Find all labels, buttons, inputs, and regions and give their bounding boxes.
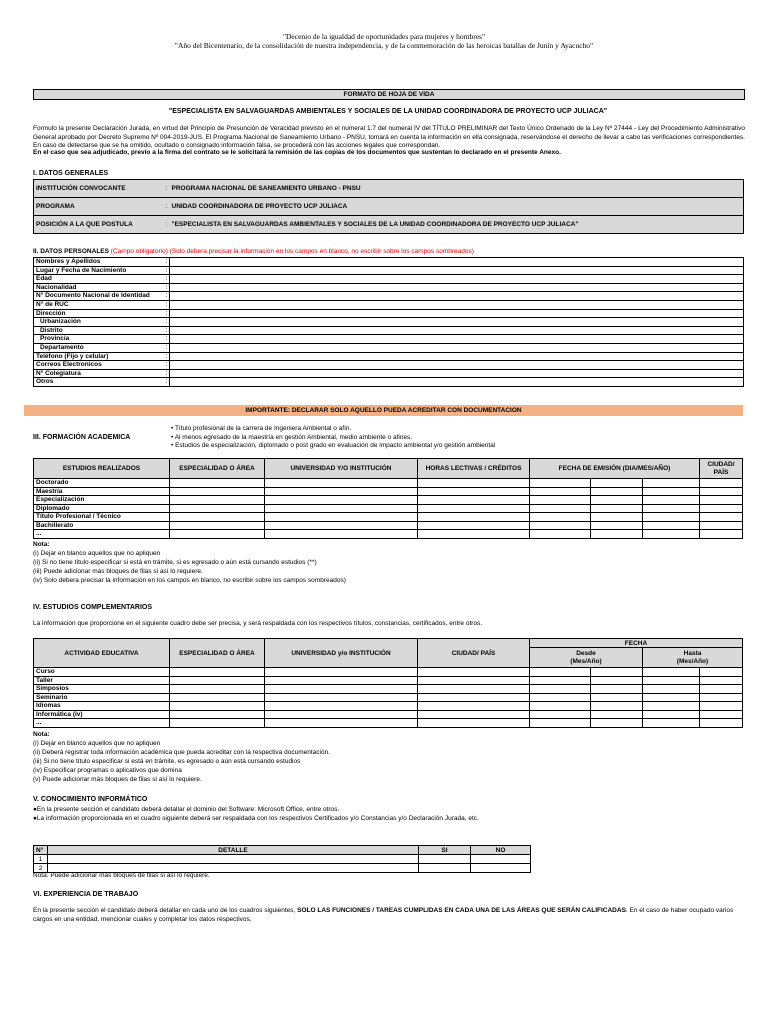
entry-cell[interactable] xyxy=(530,487,591,496)
table-row xyxy=(34,702,743,711)
formacion-header-row xyxy=(34,459,743,479)
formacion-table xyxy=(33,458,743,539)
entry-cell[interactable] xyxy=(170,487,265,496)
dp-label: N° Documento Nacional de Identidad xyxy=(34,292,164,301)
entry-cell[interactable] xyxy=(418,702,530,711)
entry-cell[interactable] xyxy=(418,521,530,530)
row-label: Especialización xyxy=(34,496,170,505)
entry-cell[interactable] xyxy=(700,668,743,677)
note-line: (ii) Si no tiene título especificar si está en trámite, si es egresado o aún está cursando estudios (**) xyxy=(33,559,317,566)
table-row xyxy=(34,487,743,496)
dg-label: PROGRAMA xyxy=(34,198,164,216)
entry-cell[interactable] xyxy=(591,504,643,513)
entry-cell[interactable] xyxy=(265,676,418,685)
dp-colon: : xyxy=(164,352,170,361)
row-label: Diplomado xyxy=(34,504,170,513)
row-label: Maestría xyxy=(34,487,170,496)
entry-cell[interactable] xyxy=(170,513,265,522)
entry-cell[interactable] xyxy=(591,530,643,539)
formacion-bullet: • Al menos egresado de la maestría en gestión Ambiental, medio ambiente o afines. xyxy=(171,433,413,441)
entry-cell[interactable] xyxy=(643,530,700,539)
datos-generales-row xyxy=(34,216,744,234)
dp-colon: : xyxy=(164,258,170,267)
dp-colon: : xyxy=(164,318,170,327)
entry-cell[interactable] xyxy=(643,513,700,522)
informatico-heading: V. CONOCIMIENTO INFORMÁTICO xyxy=(33,796,148,803)
entry-cell[interactable] xyxy=(643,521,700,530)
datos-personales-table xyxy=(33,257,744,387)
entry-cell[interactable] xyxy=(530,521,591,530)
entry-cell[interactable] xyxy=(700,693,743,702)
entry-cell[interactable] xyxy=(170,685,265,694)
table-row xyxy=(34,496,743,505)
entry-cell[interactable] xyxy=(265,702,418,711)
entry-cell[interactable] xyxy=(530,513,591,522)
desde-label: Desde xyxy=(576,649,596,657)
row-num: 2 xyxy=(34,864,48,873)
dp-value-field[interactable] xyxy=(170,369,744,378)
dg-colon: : xyxy=(164,216,170,234)
dp-label: Distrito xyxy=(34,326,164,335)
datos-personales-note: (Campo obligatorio) (Solo debera precisar la información en los campos en blanco, no escribir sobre los campos sombreados) xyxy=(110,248,474,255)
entry-cell[interactable] xyxy=(700,479,743,488)
entry-cell[interactable] xyxy=(530,479,591,488)
entry-cell[interactable] xyxy=(418,676,530,685)
dg-value: UNIDAD COORDINADORA DE PROYECTO UCP JULIACA xyxy=(170,198,744,216)
entry-cell[interactable] xyxy=(530,693,591,702)
table-row xyxy=(34,710,743,719)
table-row xyxy=(34,676,743,685)
note-line: (iii) Si no tiene título especificar si está en trámite, es egresado o aún está cursando estudios xyxy=(33,758,301,765)
entry-cell[interactable] xyxy=(418,710,530,719)
datos-personales-heading-line xyxy=(33,248,745,255)
entry-cell[interactable] xyxy=(591,668,643,677)
entry-cell[interactable] xyxy=(591,479,643,488)
row-label: Simposios xyxy=(34,685,170,694)
datos-personales-row xyxy=(34,292,744,301)
dp-label: Edad xyxy=(34,275,164,284)
intro-bold-text: En el caso que sea adjudicado, previo a la firma del contrato se le solicitará la remisión de las copias de los documentos que sustentan lo declarado en el presente Anexo. xyxy=(33,149,561,156)
entry-cell[interactable] xyxy=(418,496,530,505)
datos-generales-row xyxy=(34,198,744,216)
datos-personales-row xyxy=(34,361,744,370)
col-hasta xyxy=(643,648,743,668)
entry-cell[interactable] xyxy=(643,496,700,505)
col-ciudad: CIUDAD/ PAÍS xyxy=(700,459,743,479)
intro-text: Formulo la presente Declaración Jurada, en virtud del Principio de Presunción de Veracidad previsto en el numeral 1.7 del numeral IV del TÍTULO PRELIMINAR del Texto Único Ordenado de la Ley Nº 27444 - Ley del Procedimiento Administrativo General aprobado por Decreto Supremo Nº 004-2019-JUS. El Programa Nacional de Saneamiento Urbano - PNSU, tomará en cuenta la información en ella consignada, reservándose el derecho de llevar a cabo las verificaciones correspondientes. En caso de detectarse que se ha omitido, ocultado o consignado información falsa, se procederá con las acciones legales que correspondan. xyxy=(33,125,745,149)
entry-cell[interactable] xyxy=(170,479,265,488)
entry-cell[interactable] xyxy=(418,668,530,677)
dp-label: Otros xyxy=(34,378,164,387)
entry-cell[interactable] xyxy=(418,685,530,694)
entry-cell[interactable] xyxy=(418,719,530,728)
col-actividad: ACTIVIDAD EDUCATIVA xyxy=(34,639,170,668)
entry-cell[interactable] xyxy=(530,685,591,694)
dp-label: Provincia xyxy=(34,335,164,344)
dg-value: PROGRAMA NACIONAL DE SANEAMIENTO URBANO - PNSU xyxy=(170,180,744,198)
col-especialidad: ESPECIALIDAD O ÁREA xyxy=(170,459,265,479)
dp-colon: : xyxy=(164,335,170,344)
table-row xyxy=(34,685,743,694)
hasta-format: (Mes/Año) xyxy=(676,657,709,665)
dg-label: INSTITUCIÓN CONVOCANTE xyxy=(34,180,164,198)
formacion-bullets xyxy=(171,425,731,451)
entry-cell[interactable] xyxy=(700,530,743,539)
formacion-notes xyxy=(33,540,745,585)
entry-cell[interactable] xyxy=(530,530,591,539)
dp-value-field[interactable] xyxy=(170,335,744,344)
important-banner: IMPORTANTE: DECLARAR SOLO AQUELLO PUEDA ACREDITAR CON DOCUMENTACION xyxy=(24,405,743,416)
no-cell[interactable] xyxy=(471,864,531,873)
entry-cell[interactable] xyxy=(265,668,418,677)
dp-value-field[interactable] xyxy=(170,292,744,301)
dp-value-field[interactable] xyxy=(170,275,744,284)
dp-value-field[interactable] xyxy=(170,318,744,327)
entry-cell[interactable] xyxy=(591,685,643,694)
entry-cell[interactable] xyxy=(265,479,418,488)
form-title: FORMATO DE HOJA DE VIDA xyxy=(33,89,745,100)
col-universidad: UNIVERSIDAD y/o INSTITUCIÓN xyxy=(265,639,418,668)
entry-cell[interactable] xyxy=(643,693,700,702)
experiencia-text-b: . En el caso de haber ocupado varios cargos en una entidad, mencionar cuales y completar los datos respectivos. xyxy=(33,907,734,923)
entry-cell[interactable] xyxy=(265,530,418,539)
table-row xyxy=(34,479,743,488)
entry-cell[interactable] xyxy=(643,487,700,496)
entry-cell[interactable] xyxy=(700,496,743,505)
experiencia-text-bold: SOLO LAS FUNCIONES / TAREAS CUMPLIDAS EN CADA UNA DE LAS ÁREAS QUE SERÁN CALIFICADAS xyxy=(297,907,626,914)
col-horas: HORAS LECTIVAS / CRÉDITOS xyxy=(418,459,530,479)
entry-cell[interactable] xyxy=(265,693,418,702)
col-ciudad: CIUDAD/ PAÍS xyxy=(418,639,530,668)
col-universidad: UNIVERSIDAD Y/O INSTITUCIÓN xyxy=(265,459,418,479)
entry-cell[interactable] xyxy=(170,702,265,711)
datos-generales-table xyxy=(33,179,744,234)
col-num: N° xyxy=(34,846,48,855)
dp-label: Nombres y Apellidos xyxy=(34,258,164,267)
formacion-bullet: • Título profesional de la carrera de Ingeniera Ambiental o afín. xyxy=(171,425,352,432)
entry-cell[interactable] xyxy=(265,513,418,522)
informatico-line: ●La información proporcionada en el cuadro siguiente deberá ser respaldada con los respectivos Certificados y/o Constancias y/o Declaración Jurada, etc. xyxy=(33,815,479,822)
informatico-line: ●En la presente sección el candidato deberá detallar el dominio del Software: Microsoft Office, entre otros. xyxy=(33,806,340,813)
entry-cell[interactable] xyxy=(700,513,743,522)
dp-value-field[interactable] xyxy=(170,266,744,275)
entry-cell[interactable] xyxy=(265,719,418,728)
entry-cell[interactable] xyxy=(418,504,530,513)
form-subtitle: "ESPECIALISTA EN SALVAGUARDAS AMBIENTALES Y SOCIALES DE LA UNIDAD COORDINADORA DE PROYECTO UCP JULIACA" xyxy=(168,108,608,115)
datos-personales-row xyxy=(34,266,744,275)
dp-value-field[interactable] xyxy=(170,283,744,292)
formacion-heading: III. FORMACIÓN ACADEMICA xyxy=(33,434,131,441)
col-no: NO xyxy=(471,846,531,855)
dp-colon: : xyxy=(164,309,170,318)
entry-cell[interactable] xyxy=(530,496,591,505)
entry-cell[interactable] xyxy=(700,719,743,728)
row-label: ... xyxy=(34,530,170,539)
entry-cell[interactable] xyxy=(170,710,265,719)
notes-title: Nota: xyxy=(33,731,50,738)
entry-cell[interactable] xyxy=(170,719,265,728)
formacion-bullet: • Estudios de especialización, diplomado o post grado en evaluación de impacto ambiental y/o gestión ambiental xyxy=(171,442,496,449)
detalle-cell[interactable] xyxy=(48,855,419,864)
complementarios-table xyxy=(33,638,743,728)
entry-cell[interactable] xyxy=(530,702,591,711)
complementarios-heading: IV. ESTUDIOS COMPLEMENTARIOS xyxy=(33,604,153,611)
entry-cell[interactable] xyxy=(530,676,591,685)
dp-label: Correos Electronicos xyxy=(34,361,164,370)
row-label: Título Profesional / Técnico xyxy=(34,513,170,522)
dp-value-field[interactable] xyxy=(170,361,744,370)
entry-cell[interactable] xyxy=(700,676,743,685)
datos-personales-row xyxy=(34,378,744,387)
datos-personales-row xyxy=(34,275,744,284)
note-line: (ii) Deberá registrar toda información académica que pueda acreditar con la respectiva documentación. xyxy=(33,749,330,756)
entry-cell[interactable] xyxy=(265,521,418,530)
entry-cell[interactable] xyxy=(530,719,591,728)
informatico-header-row xyxy=(34,846,531,855)
entry-cell[interactable] xyxy=(418,693,530,702)
dp-label: N° de RUC xyxy=(34,300,164,309)
entry-cell[interactable] xyxy=(170,693,265,702)
col-especialidad: ESPECIALIDAD O ÁREA xyxy=(170,639,265,668)
entry-cell[interactable] xyxy=(170,504,265,513)
datos-personales-row xyxy=(34,258,744,267)
col-si: SI xyxy=(419,846,471,855)
datos-personales-row xyxy=(34,318,744,327)
datos-personales-row xyxy=(34,343,744,352)
dp-value-field[interactable] xyxy=(170,309,744,318)
entry-cell[interactable] xyxy=(418,513,530,522)
dp-colon: : xyxy=(164,300,170,309)
entry-cell[interactable] xyxy=(591,496,643,505)
note-line: (iii) Puede adicionar más bloques de filas si así lo requiere. xyxy=(33,568,203,575)
experiencia-heading: VI. EXPERIENCIA DE TRABAJO xyxy=(33,891,139,898)
si-cell[interactable] xyxy=(419,855,471,864)
entry-cell[interactable] xyxy=(418,530,530,539)
entry-cell[interactable] xyxy=(170,676,265,685)
entry-cell[interactable] xyxy=(700,702,743,711)
entry-cell[interactable] xyxy=(265,487,418,496)
entry-cell[interactable] xyxy=(170,496,265,505)
row-label: Taller xyxy=(34,676,170,685)
dp-label: Urbanización xyxy=(34,318,164,327)
entry-cell[interactable] xyxy=(170,530,265,539)
complementarios-intro: La información que proporcione en el siguiente cuadro debe ser precisa, y será respaldada con los respectivos títulos, constancias, certificados, entre otros. xyxy=(33,620,483,627)
row-label: ... xyxy=(34,719,170,728)
entry-cell[interactable] xyxy=(265,710,418,719)
entry-cell[interactable] xyxy=(643,479,700,488)
datos-personales-row xyxy=(34,335,744,344)
entry-cell[interactable] xyxy=(700,710,743,719)
table-row xyxy=(34,719,743,728)
dp-colon: : xyxy=(164,369,170,378)
notes-title: Nota: xyxy=(33,541,50,548)
datos-personales-row xyxy=(34,309,744,318)
dp-colon: : xyxy=(164,326,170,335)
entry-cell[interactable] xyxy=(530,710,591,719)
entry-cell[interactable] xyxy=(643,685,700,694)
entry-cell[interactable] xyxy=(265,496,418,505)
dg-colon: : xyxy=(164,198,170,216)
entry-cell[interactable] xyxy=(530,668,591,677)
entry-cell[interactable] xyxy=(265,504,418,513)
dp-colon: : xyxy=(164,283,170,292)
row-label: Curso xyxy=(34,668,170,677)
entry-cell[interactable] xyxy=(643,719,700,728)
table-row xyxy=(34,513,743,522)
entry-cell[interactable] xyxy=(170,668,265,677)
entry-cell[interactable] xyxy=(700,487,743,496)
dp-value-field[interactable] xyxy=(170,378,744,387)
complementarios-notes xyxy=(33,730,745,784)
dp-value-field[interactable] xyxy=(170,352,744,361)
entry-cell[interactable] xyxy=(591,710,643,719)
dp-label: Nacionalidad xyxy=(34,283,164,292)
dp-label: N° Colegiatura xyxy=(34,369,164,378)
datos-generales-row xyxy=(34,180,744,198)
dp-colon: : xyxy=(164,361,170,370)
dg-colon: : xyxy=(164,180,170,198)
note-line: (i) Dejar en blanco aquellos que no apliquen xyxy=(33,550,161,557)
row-label: Doctorado xyxy=(34,479,170,488)
table-row xyxy=(34,521,743,530)
entry-cell[interactable] xyxy=(643,668,700,677)
note-line: (v) Puede adicionar más bloques de filas si así lo requiere. xyxy=(33,776,202,783)
no-cell[interactable] xyxy=(471,855,531,864)
entry-cell[interactable] xyxy=(591,693,643,702)
table-row xyxy=(34,855,531,864)
header-block xyxy=(0,32,768,50)
row-label: Idiomas xyxy=(34,702,170,711)
entry-cell[interactable] xyxy=(643,504,700,513)
informatico-text xyxy=(33,805,745,823)
dp-label: Dirección xyxy=(34,309,164,318)
entry-cell[interactable] xyxy=(418,487,530,496)
entry-cell[interactable] xyxy=(643,702,700,711)
si-cell[interactable] xyxy=(419,864,471,873)
hasta-label: Hasta xyxy=(683,649,702,657)
dp-colon: : xyxy=(164,292,170,301)
table-row xyxy=(34,504,743,513)
dp-label: Departamento xyxy=(34,343,164,352)
dp-colon: : xyxy=(164,266,170,275)
datos-personales-row xyxy=(34,326,744,335)
col-fecha: FECHA DE EMISIÓN (DIA/MES/AÑO) xyxy=(530,459,700,479)
note-line: (iv) Especificar programas o aplicativos que domina xyxy=(33,767,182,774)
entry-cell[interactable] xyxy=(591,719,643,728)
informatico-note: Nota: Puede adicionar más bloques de filas si así lo requiere. xyxy=(33,872,210,879)
entry-cell[interactable] xyxy=(700,521,743,530)
informatico-table xyxy=(33,845,531,873)
entry-cell[interactable] xyxy=(700,685,743,694)
note-line: (iv) Solo debera precisar la información en los campos en blanco, no escribir sobre los campos sombreados) xyxy=(33,577,346,584)
experiencia-text-a: En la presente sección el candidato deberá detallar en cada uno de los cuadros siguientes, xyxy=(33,907,298,914)
dp-value-field[interactable] xyxy=(170,258,744,267)
row-label: Seminario xyxy=(34,693,170,702)
entry-cell[interactable] xyxy=(591,487,643,496)
entry-cell[interactable] xyxy=(643,676,700,685)
col-desde xyxy=(530,648,643,668)
entry-cell[interactable] xyxy=(591,521,643,530)
entry-cell[interactable] xyxy=(591,702,643,711)
note-line: (i) Dejar en blanco aquellos que no apliquen xyxy=(33,740,161,747)
table-row xyxy=(34,693,743,702)
entry-cell[interactable] xyxy=(170,521,265,530)
dp-value-field[interactable] xyxy=(170,343,744,352)
row-num: 1 xyxy=(34,855,48,864)
dp-value-field[interactable] xyxy=(170,300,744,309)
datos-personales-row xyxy=(34,300,744,309)
header-line-2: "Año del Bicentenario, de la consolidación de nuestra independencia, y de la conmemoración de las heroicas batallas de Junín y Ayacucho" xyxy=(174,41,594,50)
dg-label: POSICIÓN A LA QUE POSTULA xyxy=(34,216,164,234)
datos-personales-row xyxy=(34,369,744,378)
datos-personales-row xyxy=(34,283,744,292)
col-fecha: FECHA xyxy=(530,639,743,648)
entry-cell[interactable] xyxy=(643,710,700,719)
dp-value-field[interactable] xyxy=(170,326,744,335)
dp-label: Lugar y Fecha de Nacimiento xyxy=(34,266,164,275)
entry-cell[interactable] xyxy=(530,504,591,513)
dp-colon: : xyxy=(164,343,170,352)
entry-cell[interactable] xyxy=(700,504,743,513)
datos-generales-heading: I. DATOS GENERALES xyxy=(33,170,109,177)
entry-cell[interactable] xyxy=(418,479,530,488)
col-detalle: DETALLE xyxy=(48,846,419,855)
datos-personales-row xyxy=(34,352,744,361)
dg-value: "ESPECIALISTA EN SALVAGUARDAS AMBIENTALES Y SOCIALES DE LA UNIDAD COORDINADORA DE PROYECTO UCP JULIACA" xyxy=(170,216,744,234)
desde-format: (Mes/Año) xyxy=(570,657,602,665)
complementarios-header-row xyxy=(34,639,743,648)
entry-cell[interactable] xyxy=(591,513,643,522)
dp-colon: : xyxy=(164,378,170,387)
dp-label: Teléfono (Fijo y celular) xyxy=(34,352,164,361)
entry-cell[interactable] xyxy=(591,676,643,685)
row-label: Informática (iv) xyxy=(34,710,170,719)
table-row xyxy=(34,530,743,539)
experiencia-text xyxy=(33,907,745,924)
datos-personales-heading: II. DATOS PERSONALES xyxy=(33,248,109,255)
table-row xyxy=(34,668,743,677)
dp-colon: : xyxy=(164,275,170,284)
entry-cell[interactable] xyxy=(265,685,418,694)
col-estudios: ESTUDIOS REALIZADOS xyxy=(34,459,170,479)
row-label: Bachillerato xyxy=(34,521,170,530)
header-line-1: "Decenio de la igualdad de oportunidades para mujeres y hombres" xyxy=(282,32,486,41)
